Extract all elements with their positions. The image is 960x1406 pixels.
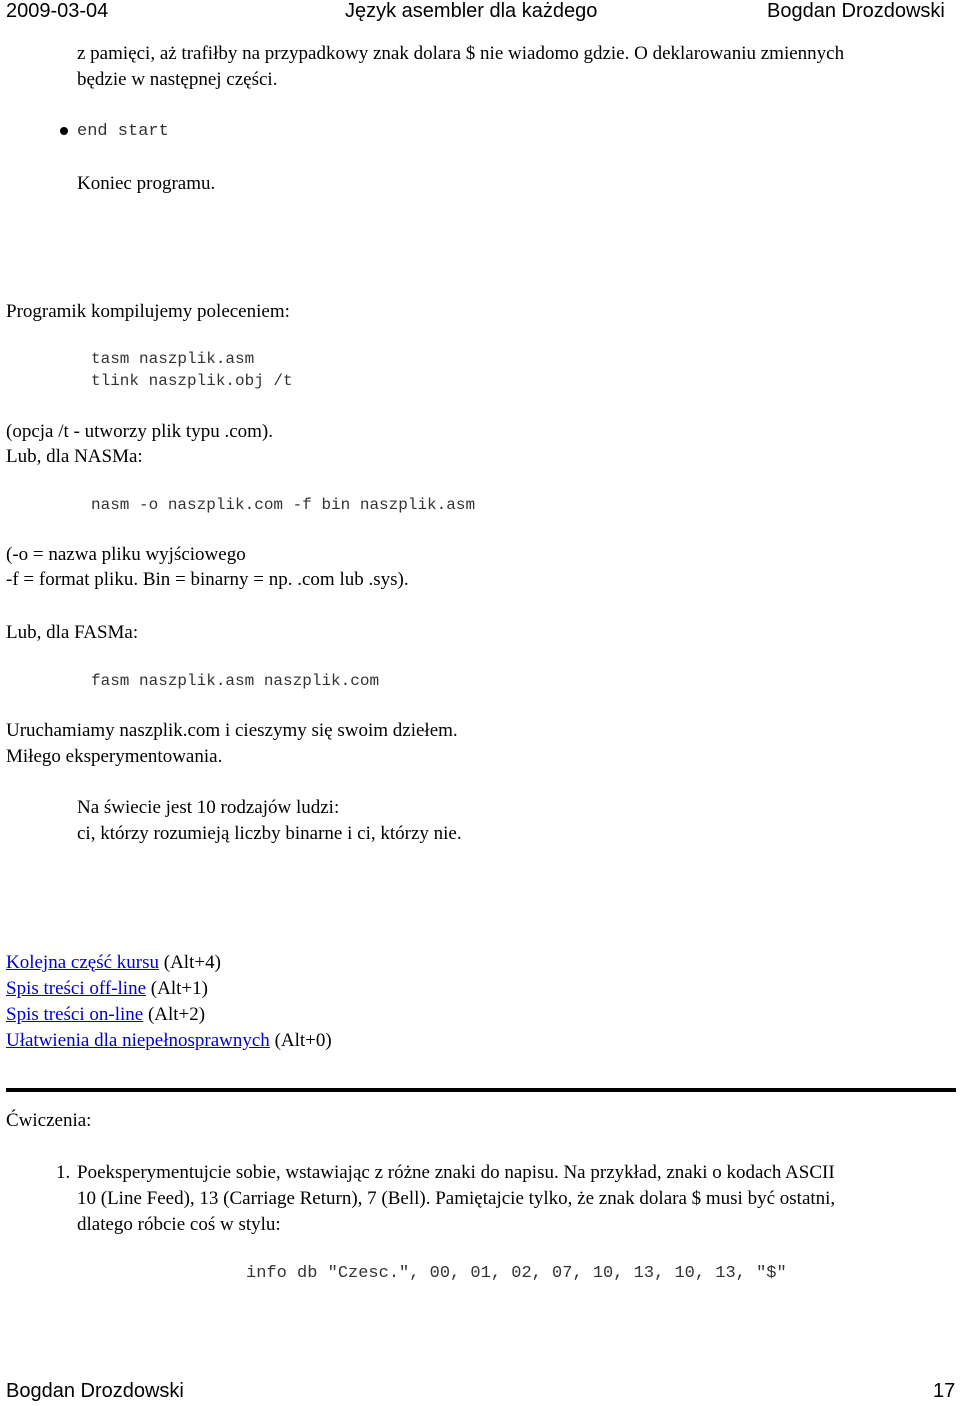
exercise-number: 1. — [56, 1162, 71, 1183]
bullet-description: Koniec programu. — [77, 173, 216, 194]
exercise-line-2: 10 (Line Feed), 13 (Carriage Return), 7 (Bell). Pamiętajcie tylko, że znak dolara $ musi być ostatni, — [77, 1188, 836, 1209]
intro-paragraph — [77, 41, 957, 93]
fasm-intro: Lub, dla FASMa: — [6, 622, 139, 643]
toc-online-link[interactable]: Spis treści on-line — [6, 1004, 144, 1025]
exercises-heading: Ćwiczenia: — [6, 1110, 92, 1131]
tlink-command: tlink naszplik.obj /t — [91, 372, 293, 390]
compile-intro: Programik kompilujemy poleceniem: — [6, 301, 290, 322]
header-title: Język asembler dla każdego — [345, 0, 598, 22]
nav-links — [6, 950, 332, 1054]
nasm-command: nasm -o naszplik.com -f bin naszplik.asm — [91, 496, 476, 514]
bullet-dot-icon — [60, 127, 68, 135]
run-line-1: Uruchamiamy naszplik.com i cieszymy się swoim dziełem. — [6, 720, 458, 741]
bullet-code: end start — [77, 122, 169, 141]
exercise-line-1: Poeksperymentujcie sobie, wstawiając z różne znaki do napisu. Na przykład, znaki o kodach ASCII — [77, 1162, 835, 1183]
intro-line-1: z pamięci, aż trafiłby na przypadkowy znak dolara $ nie wiadomo gdzie. O deklarowaniu zmiennych — [77, 43, 845, 64]
footer-author: Bogdan Drozdowski — [6, 1380, 184, 1402]
accessibility-shortcut: (Alt+0) — [274, 1030, 332, 1051]
footer-page-number: 17 — [933, 1380, 956, 1402]
exercise-code: info db "Czesc.", 00, 01, 02, 07, 10, 13, 10, 13, "$" — [246, 1264, 787, 1283]
intro-line-2: będzie w następnej części. — [77, 69, 278, 90]
exercise-item — [77, 1160, 957, 1238]
header-author: Bogdan Drozdowski — [767, 0, 945, 22]
tasm-note: (opcja /t - utworzy plik typu .com). — [6, 421, 273, 442]
header-date: 2009-03-04 — [6, 0, 109, 22]
exercise-line-3: dlatego róbcie coś w stylu: — [77, 1214, 281, 1235]
section-divider — [6, 1088, 956, 1092]
toc-offline-link[interactable]: Spis treści off-line — [6, 978, 147, 999]
fasm-command: fasm naszplik.asm naszplik.com — [91, 672, 380, 690]
next-part-shortcut: (Alt+4) — [163, 952, 221, 973]
nav-link-row-online — [6, 1002, 332, 1028]
next-part-link[interactable]: Kolejna część kursu — [6, 952, 159, 973]
nasm-intro: Lub, dla NASMa: — [6, 446, 143, 467]
tasm-command: tasm naszplik.asm — [91, 350, 255, 368]
quote-line-1: Na świecie jest 10 rodzajów ludzi: — [77, 797, 340, 818]
toc-offline-shortcut: (Alt+1) — [150, 978, 208, 999]
run-line-2: Miłego eksperymentowania. — [6, 746, 223, 767]
joke-quote — [77, 795, 462, 847]
accessibility-link[interactable]: Ułatwienia dla niepełnosprawnych — [6, 1030, 270, 1051]
nav-link-row-next — [6, 950, 332, 976]
quote-line-2: ci, którzy rozumieją liczby binarne i ci, którzy nie. — [77, 823, 462, 844]
nasm-note-1: (-o = nazwa pliku wyjściowego — [6, 544, 246, 565]
nasm-note-2: -f = format pliku. Bin = binarny = np. .com lub .sys). — [6, 569, 409, 590]
nav-link-row-accessibility — [6, 1028, 332, 1054]
page-header — [0, 0, 960, 26]
toc-online-shortcut: (Alt+2) — [147, 1004, 206, 1025]
nav-link-row-offline — [6, 976, 332, 1002]
